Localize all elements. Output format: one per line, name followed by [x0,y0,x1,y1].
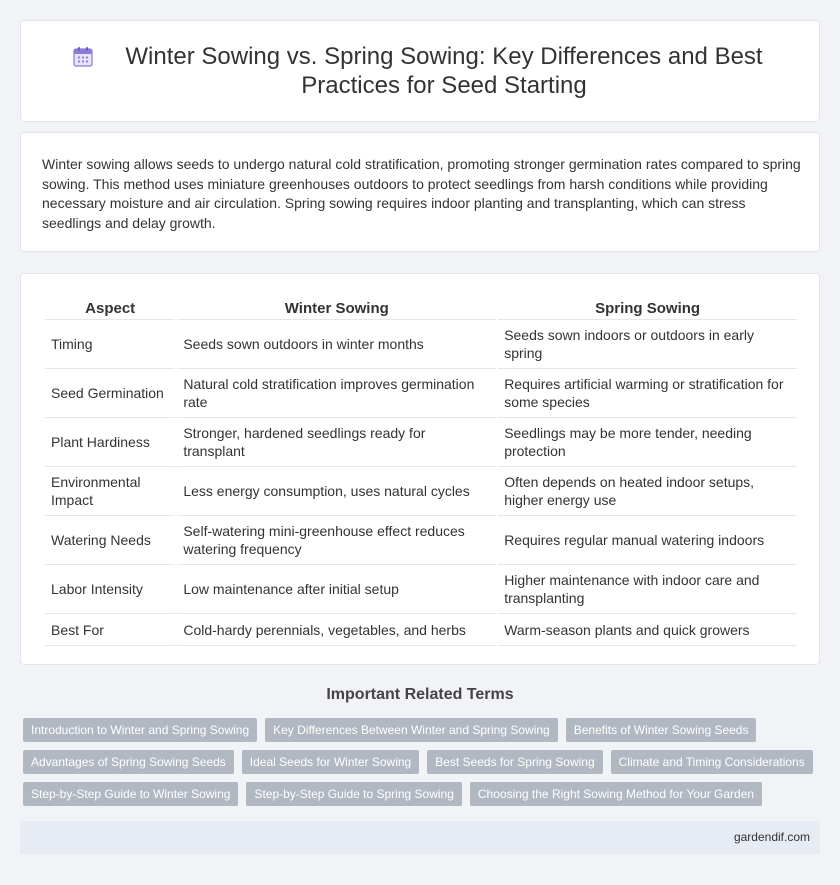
calendar-icon [71,45,95,69]
table-cell-aspect: Seed Germination [45,369,175,418]
tag-best-seeds-spring[interactable]: Best Seeds for Spring Sowing [427,750,602,774]
related-terms-heading: Important Related Terms [326,686,514,703]
table-cell-winter: Low maintenance after initial setup [177,565,496,614]
table-cell-winter: Cold-hardy perennials, vegetables, and herbs [177,614,496,646]
table-cell-aspect: Watering Needs [45,516,175,565]
tag-row [23,750,819,774]
footer-site-name[interactable]: gardendif.com [733,830,810,844]
table-cell-winter: Self-watering mini-greenhouse effect reduces watering frequency [177,516,496,565]
table-cell-winter: Stronger, hardened seedlings ready for transplant [177,418,496,467]
table-row [45,516,797,565]
table-cell-spring: Higher maintenance with indoor care and transplanting [498,565,797,614]
tag-row [23,718,819,742]
table-header-row [45,296,797,320]
intro-card [20,132,820,252]
table-row [45,565,797,614]
tag-advantages-spring[interactable]: Advantages of Spring Sowing Seeds [23,750,234,774]
tag-climate-timing[interactable]: Climate and Timing Considerations [611,750,813,774]
table-cell-spring: Requires regular manual watering indoors [498,516,797,565]
table-row [45,614,797,646]
table-cell-aspect: Environmental Impact [45,467,175,516]
tag-guide-winter[interactable]: Step-by-Step Guide to Winter Sowing [23,782,238,806]
table-cell-winter: Natural cold stratification improves germination rate [177,369,496,418]
tag-benefits-winter[interactable]: Benefits of Winter Sowing Seeds [566,718,757,742]
intro-paragraph: Winter sowing allows seeds to undergo natural cold stratification, promoting stronger germination rates compared to spring sowing. This method uses miniature greenhouses outdoors to protect seedlings from harsh conditions while providing necessary moisture and air circulation. Spring sowing requires indoor planting and transplanting, which can stress seedlings and delay growth. [42,156,801,231]
title-card [20,20,820,122]
table-cell-spring: Often depends on heated indoor setups, higher energy use [498,467,797,516]
related-terms-list [23,718,819,814]
table-cell-aspect: Timing [45,320,175,369]
page-title: Winter Sowing vs. Spring Sowing: Key Differences and Best Practices for Seed Starting [125,43,763,99]
table-cell-winter: Less energy consumption, uses natural cycles [177,467,496,516]
column-header-aspect: Aspect [45,296,175,320]
table-row [45,320,797,369]
tag-introduction[interactable]: Introduction to Winter and Spring Sowing [23,718,257,742]
table-row [45,418,797,467]
table-cell-aspect: Plant Hardiness [45,418,175,467]
table-row [45,467,797,516]
tag-ideal-seeds-winter[interactable]: Ideal Seeds for Winter Sowing [242,750,419,774]
tag-row [23,782,819,806]
table-cell-spring: Seeds sown indoors or outdoors in early spring [498,320,797,369]
tag-guide-spring[interactable]: Step-by-Step Guide to Spring Sowing [246,782,461,806]
table-cell-aspect: Best For [45,614,175,646]
tag-choosing-method[interactable]: Choosing the Right Sowing Method for Your Garden [470,782,762,806]
footer [20,821,820,854]
column-header-winter: Winter Sowing [177,296,496,320]
comparison-table-card [20,273,820,665]
table-cell-spring: Requires artificial warming or stratification for some species [498,369,797,418]
tag-key-differences[interactable]: Key Differences Between Winter and Spring Sowing [265,718,558,742]
table-cell-spring: Warm-season plants and quick growers [498,614,797,646]
table-cell-winter: Seeds sown outdoors in winter months [177,320,496,369]
table-cell-spring: Seedlings may be more tender, needing protection [498,418,797,467]
comparison-table [43,296,799,646]
table-cell-aspect: Labor Intensity [45,565,175,614]
column-header-spring: Spring Sowing [498,296,797,320]
title-wrap [21,21,819,121]
table-row [45,369,797,418]
